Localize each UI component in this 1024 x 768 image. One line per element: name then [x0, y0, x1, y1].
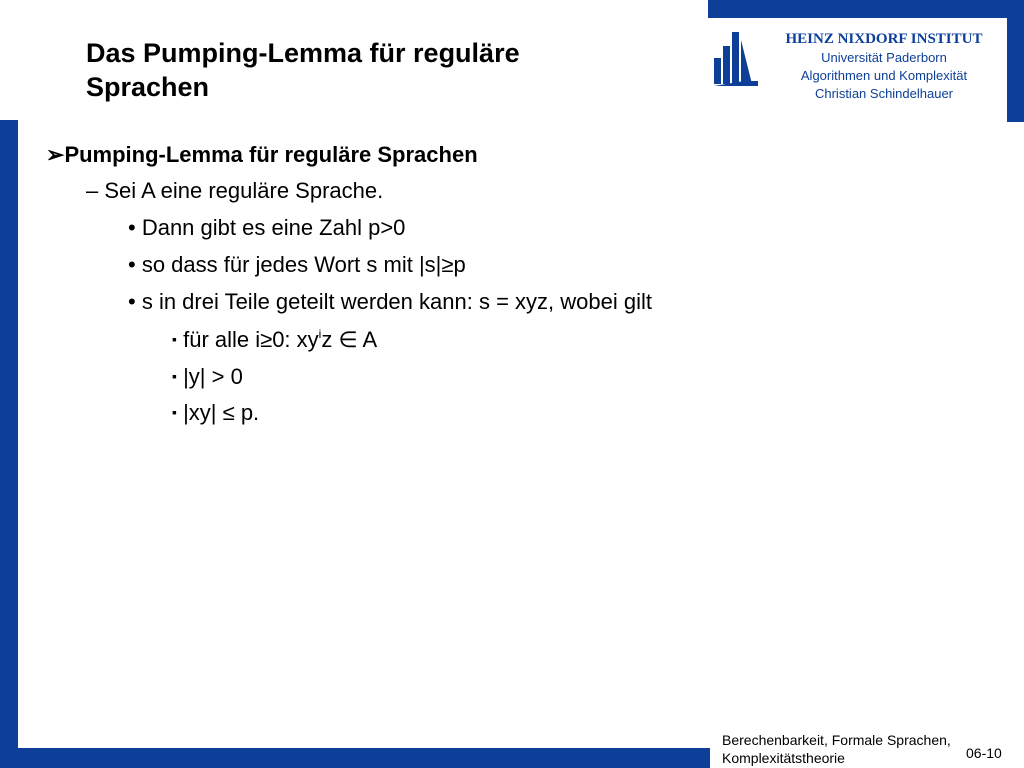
frame-bottom-bar — [0, 748, 710, 768]
university-name: Universität Paderborn — [821, 50, 947, 65]
institute-info — [764, 29, 1004, 103]
author-name: Christian Schindelhauer — [814, 86, 954, 101]
condition-prefix: für alle i≥0: xy — [183, 327, 319, 352]
square-bullet-icon: ▪ — [172, 331, 177, 347]
point-text: s in drei Teile geteilt werden kann: s = xyz, wobei gilt — [141, 289, 652, 314]
footer-page-number: 06-10 — [966, 745, 1002, 761]
square-bullet-icon: ▪ — [172, 404, 177, 420]
dash-bullet-icon: – — [86, 178, 99, 203]
footer-course-line2: Komplexitätstheorie — [722, 750, 845, 766]
institute-logo-icon — [714, 28, 758, 88]
list-item — [128, 251, 466, 279]
footer-course-title — [722, 731, 992, 767]
condition-suffix: z ∈ A — [321, 327, 378, 352]
list-item-heading — [46, 141, 478, 169]
heading-text: Pumping-Lemma für reguläre Sprachen — [64, 142, 478, 167]
sub-text: Sei A eine reguläre Sprache. — [104, 178, 384, 203]
list-item-condition — [172, 398, 259, 427]
condition-text: |y| > 0 — [183, 364, 243, 389]
arrow-bullet-icon: ➢ — [46, 142, 65, 167]
frame-right-bar — [1007, 0, 1024, 122]
point-text: so dass für jedes Wort s mit |s|≥p — [141, 252, 466, 277]
footer-course-line1: Berechenbarkeit, Formale Sprachen, — [722, 732, 951, 748]
department-name: Algorithmen und Komplexität — [800, 68, 968, 83]
square-bullet-icon: ▪ — [172, 368, 177, 384]
point-text: Dann gibt es eine Zahl p>0 — [141, 215, 406, 240]
list-item-condition — [172, 325, 377, 354]
condition-superscript: i — [318, 327, 322, 341]
institute-name: HEINZ NIXDORF INSTITUT — [785, 31, 983, 47]
condition-text — [183, 327, 377, 352]
list-item — [128, 288, 652, 316]
list-item — [128, 214, 405, 242]
header-top-bar — [708, 0, 1024, 18]
slide-title-line1: Das Pumping-Lemma für reguläre — [86, 38, 520, 68]
slide-title-line2: Sprachen — [86, 72, 210, 102]
slide-title — [86, 36, 626, 104]
dot-bullet-icon: • — [128, 252, 136, 277]
dot-bullet-icon: • — [128, 289, 136, 314]
condition-text: |xy| ≤ p. — [183, 400, 260, 425]
dot-bullet-icon: • — [128, 215, 136, 240]
frame-left-bar — [0, 120, 18, 768]
list-item-condition — [172, 362, 243, 391]
list-item-sub — [86, 177, 383, 205]
